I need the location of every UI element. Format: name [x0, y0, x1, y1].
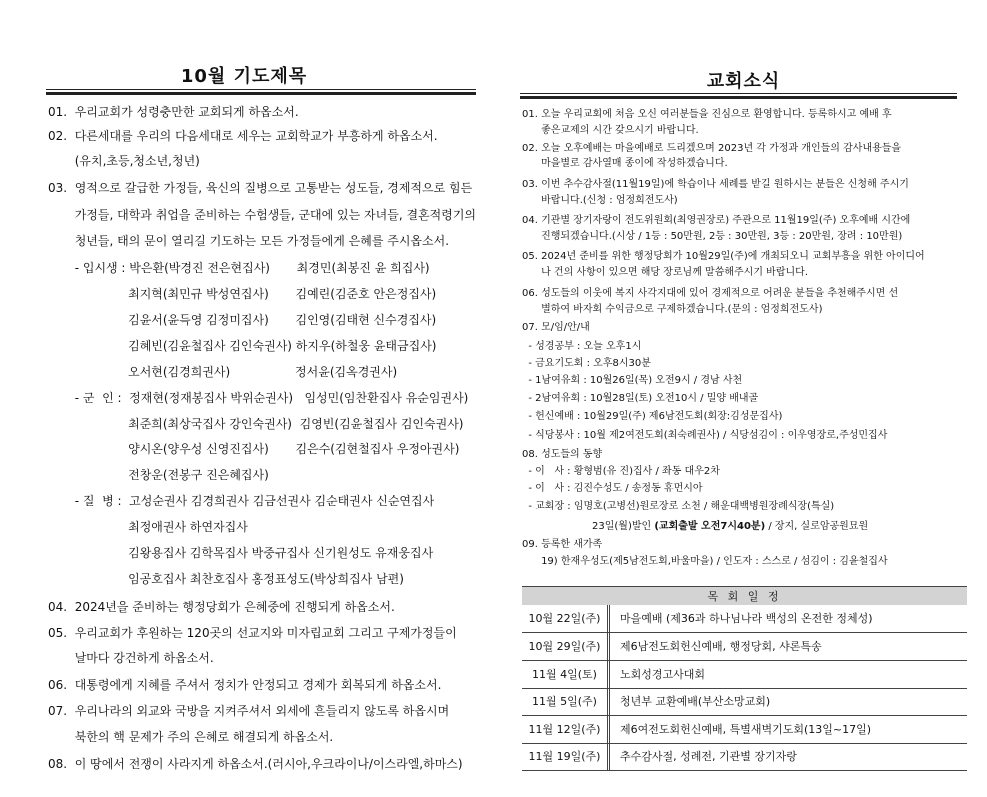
title-rule-thick: [520, 96, 957, 99]
news-line: 04. 기관별 장기자랑이 전도위원회(최영권장로) 주관으로 11월19일(주) 오후예배 시간에: [522, 215, 911, 226]
prayer-line: 05. 우리교회가 후원하는 120곳의 선교지와 미자립교회 그리고 구제가정들이: [48, 626, 457, 640]
news-line: 07. 모/임/안/내: [522, 322, 590, 333]
news-line: 02. 오늘 오후예배는 마을예배로 드리겠으며 2023년 각 가정과 개인들의 감사내용들을: [522, 143, 902, 154]
schedule-row: [522, 661, 967, 689]
prayer-line: (유치,초등,청소년,청년): [48, 154, 200, 168]
news-line: - 2남여유회 : 10월28일(토) 오전10시 / 밀양 배내골: [522, 393, 759, 404]
schedule-row: [522, 743, 967, 771]
prayer-line: 임공호집사 최찬호집사 홍정표성도(박상희집사 남편): [48, 572, 404, 586]
news-line: - 성경공부 : 오늘 오후1시: [522, 341, 642, 352]
prayer-line: 오서현(김경희권사) 정서윤(김옥경권사): [48, 365, 398, 379]
schedule-title: 목 회 일 정: [522, 586, 967, 605]
news-line: 01. 오늘 우리교회에 처음 오신 여러분들을 진심으로 환영합니다. 등록하시고 예배 후: [522, 109, 892, 120]
funeral-detail-line: [592, 520, 868, 534]
news-line: 바랍니다.(신청 : 엄정희전도사): [522, 195, 678, 206]
prayer-line: 북한의 핵 문제가 주의 은혜로 해결되게 하옵소서.: [48, 730, 334, 744]
prayer-line: - 질 병 : 고성순권사 김경희권사 김금선권사 김순태권사 신순연집사: [48, 494, 435, 508]
prayer-line: 날마다 강건하게 하옵소서.: [48, 651, 214, 665]
funeral-burial: / 장지, 실로암공원묘원: [765, 521, 869, 532]
prayer-line: 01. 우리교회가 성령충만한 교회되게 하옵소서.: [48, 105, 299, 119]
schedule-event: 제6남전도회헌신예배, 행정당회, 샤론특송: [620, 640, 822, 653]
news-line: 06. 성도들의 이웃에 복지 사각지대에 있어 경제적으로 어려운 분들을 추천해주시면 선: [522, 288, 899, 299]
schedule-event: 노회성경고사대회: [620, 668, 706, 681]
news-line: - 이 사 : 황형범(유 진)집사 / 좌동 대우2차: [522, 466, 720, 477]
news-line: 별하여 바자회 수익금으로 구제하겠습니다.(문의 : 엄정희전도사): [522, 304, 823, 315]
prayer-line: 전창운(전봉구 진은혜집사): [48, 468, 269, 482]
prayer-line: 최지혁(최민규 박성연집사) 김예린(김준호 안은정집사): [48, 287, 437, 301]
prayer-line: 03. 영적으로 갈급한 가정들, 육신의 질병으로 고통받는 성도들, 경제적으로 힘든: [48, 181, 473, 195]
schedule-event: 마을예배 (제36과 하나님나라 백성의 온전한 정체성): [620, 612, 873, 625]
prayer-line: - 입시생 : 박은환(박경진 전은현집사) 최경민(최봉진 윤 희집사): [48, 261, 430, 275]
schedule-event: 추수감사절, 성례전, 기관별 장기자랑: [620, 750, 797, 763]
schedule-date: 11월 4일(토): [522, 661, 610, 688]
news-line: 나 건의 사항이 있으면 해당 장로님께 말씀해주시기 바랍니다.: [522, 267, 809, 278]
prayer-line: 최정애권사 하연자집사: [48, 520, 248, 534]
schedule-event: 제6여전도회헌신예배, 특별새벽기도회(13일~17일): [620, 723, 872, 736]
prayer-line: 양시온(양우성 신영진집사) 김은수(김현철집사 우정아권사): [48, 442, 460, 456]
schedule-date: 10월 22일(주): [522, 605, 610, 632]
prayer-line: 07. 우리나라의 외교와 국방을 지켜주셔서 외세에 흔들리지 않도록 하옵시며: [48, 704, 450, 718]
title-rule-thick: [46, 92, 476, 95]
schedule-row: [522, 688, 967, 716]
prayer-line: 김윤서(윤득영 김정미집사) 김인영(김태현 신수경집사): [48, 313, 437, 327]
news-line: 08. 성도들의 동향: [522, 449, 603, 460]
schedule-date: 11월 5일(주): [522, 688, 610, 715]
prayer-line: 최준희(최상국집사 강인숙권사) 김영빈(김윤철집사 김인숙권사): [48, 417, 464, 431]
title-rule-thin: [46, 89, 476, 90]
news-line: 진행되겠습니다.(시상 / 1등 : 50만원, 2등 : 30만원, 3등 : 20만원, 장려 : 10만원): [522, 231, 903, 242]
schedule-event: 청년부 교환예배(부산소망교회): [620, 695, 771, 708]
news-line: - 교회장 : 임명호(고병선)원로장로 소천 / 해운대백병원장례식장(특실): [522, 501, 835, 512]
prayer-line: 02. 다른세대를 우리의 다음세대로 세우는 교회학교가 부흥하게 하옵소서.: [48, 129, 438, 143]
prayer-line: 04. 2024년을 준비하는 행정당회가 은혜중에 진행되게 하옵소서.: [48, 600, 395, 614]
title-rule-thin: [520, 93, 957, 94]
news-line: - 이 사 : 김진수성도 / 송정동 휴먼시아: [522, 483, 703, 494]
prayer-line: 김혜빈(김윤철집사 김인숙권사) 하지우(하철웅 윤태금집사): [48, 339, 437, 353]
news-line: - 헌신예배 : 10월29일(주) 제6남전도회(회장:김성문집사): [522, 411, 783, 422]
news-line: 03. 이번 추수감사절(11월19일)에 학습이나 세례를 받길 원하시는 분들은 신청해 주시기: [522, 179, 909, 190]
schedule-date: 10월 29일(주): [522, 633, 610, 660]
prayer-line: 청년들, 태의 문이 열리길 기도하는 모든 가정들에게 은혜를 주시옵소서.: [48, 234, 450, 248]
prayer-line: 08. 이 땅에서 전쟁이 사라지게 하옵소서.(러시아,우크라이나/이스라엘,하마스): [48, 757, 463, 771]
prayer-line: 06. 대통령에게 지혜를 주셔서 정치가 안정되고 경제가 회복되게 하옵소서.: [48, 678, 442, 692]
news-line: 05. 2024년 준비를 위한 행정당회가 10월29일(주)에 개최되오니 교회부흥을 위한 아이디어: [522, 251, 925, 262]
prayer-topics-title: 10월 기도제목: [180, 66, 308, 87]
news-line: - 식당봉사 : 10월 제2여전도회(최숙례권사) / 식당섬김이 : 이우영장로,주성민집사: [522, 430, 888, 441]
news-line: 19) 한재우성도(제5남전도회,바울마을) / 인도자 : 스스로 / 섬김이 : 김윤철집사: [522, 556, 888, 567]
prayer-line: - 군 인 : 정재현(정재봉집사 박위순권사) 임성민(임찬환집사 유순임권사): [48, 391, 469, 405]
news-line: 마을별로 감사열매 종이에 작성하겠습니다.: [522, 158, 728, 169]
news-line: 좋은교제의 시간 갖으시기 바랍니다.: [522, 125, 699, 136]
news-line: - 금요기도회 : 오후8시30분: [522, 358, 651, 369]
schedule-date: 11월 12일(주): [522, 716, 610, 743]
news-line: 09. 등록한 새가족: [522, 539, 603, 550]
schedule-row: [522, 605, 967, 633]
funeral-departure: (교회출발 오전7시40분): [654, 521, 766, 532]
funeral-prefix: 23일(월)발인: [592, 521, 655, 532]
church-news-title: 교회소식: [706, 71, 781, 92]
prayer-line: 김왕용집사 김학목집사 박중규집사 신기원성도 유재웅집사: [48, 546, 434, 560]
schedule-row: [522, 716, 967, 744]
news-line: - 1남여유회 : 10월26일(목) 오전9시 / 경남 사천: [522, 375, 743, 386]
schedule-date: 11월 19일(주): [522, 743, 610, 770]
prayer-line: 가정들, 대학과 취업을 준비하는 수험생들, 군대에 있는 자녀들, 결혼적령기의: [48, 208, 477, 222]
schedule-row: [522, 633, 967, 661]
